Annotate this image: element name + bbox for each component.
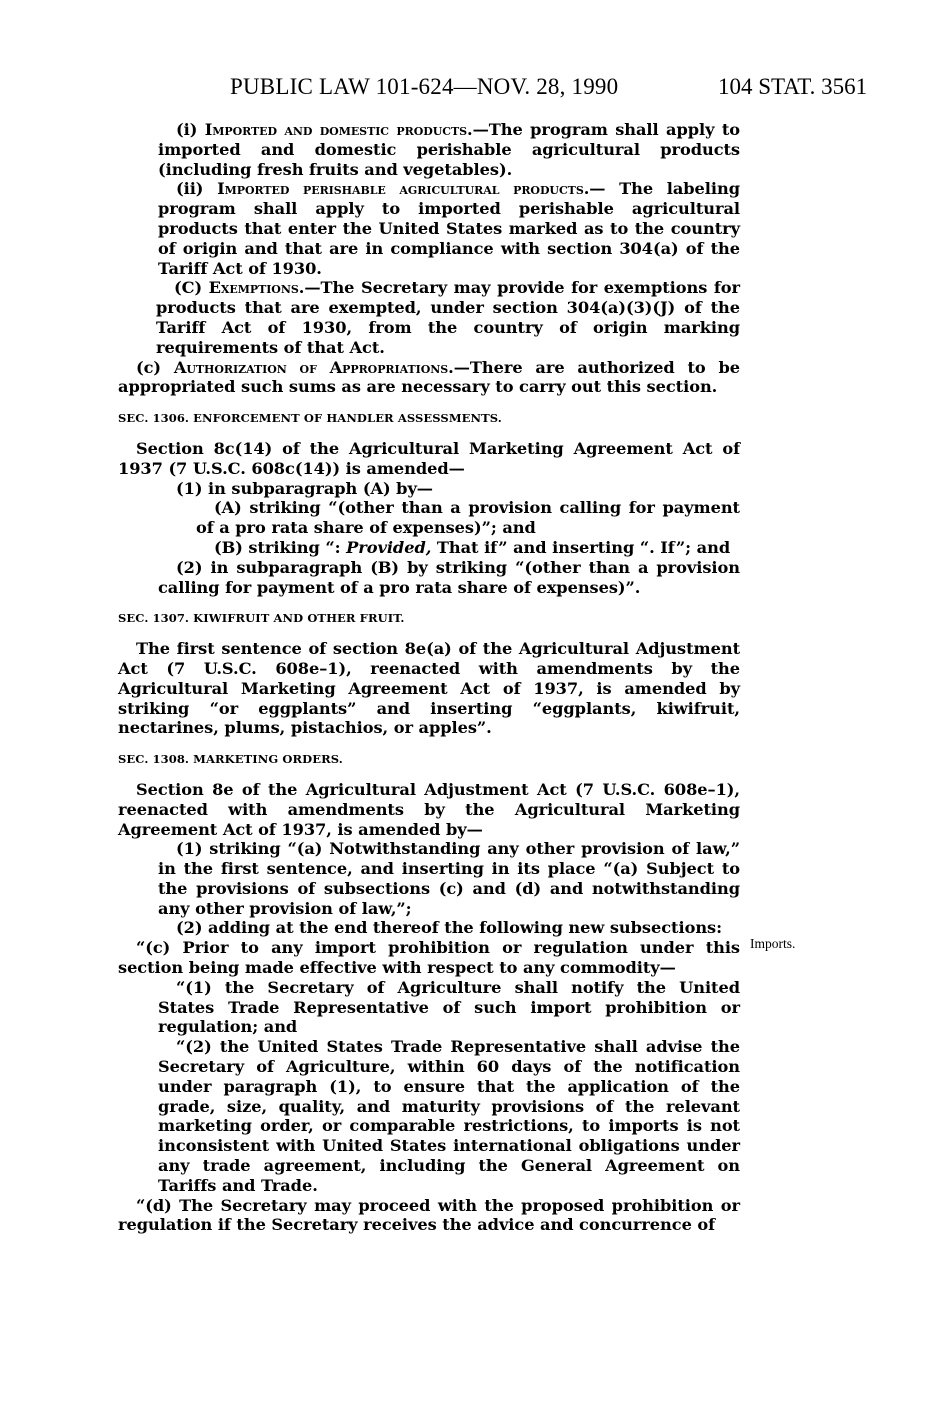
paragraph-imported-perishable: (ii) Imported perishable agricultural products.— The labeling program shall apply to imported perishable agricultural products that enter the United States marked as to the country of origin and that are in compliance with section 304(a) of the Tariff Act of 1930. xyxy=(158,179,740,278)
section-1308-subsection-d: “(d) The Secretary may proceed with the proposed prohibition or regulation if the Secretary receives the advice and concurrence of xyxy=(118,1195,740,1235)
document-body xyxy=(118,120,740,1235)
section-1307-body: The first sentence of section 8e(a) of the Agricultural Adjustment Act (7 U.S.C. 608e–1), reenacted with amendments by the Agricultural Marketing Agreement Act of 1937, is amended by striking “or eggplants” and inserting “eggplants, kiwifruit, nectarines, plums, pistachios, or apples”. xyxy=(118,639,740,738)
section-1308-item-1: (1) striking “(a) Notwithstanding any other provision of law,” in the first sentence, and inserting in its place “(a) Subject to the provisions of subsections (c) and (d) and notwithstanding any other provision of law,”; xyxy=(158,839,740,918)
section-heading-1306: SEC. 1306. ENFORCEMENT OF HANDLER ASSESSMENTS. xyxy=(118,411,502,426)
paragraph-imported-domestic: (i) Imported and domestic products.—The program shall apply to imported and domestic perishable agricultural products (including fresh fruits and vegetables). xyxy=(158,120,740,179)
section-1306-item-1: (1) in subparagraph (A) by— xyxy=(176,478,433,498)
paragraph-heading: Authorization of Appropriations. xyxy=(173,357,454,377)
section-1306-item-B: (B) striking “: Provided, That if” and inserting “. If”; and xyxy=(214,537,731,557)
section-1308-item-2: (2) adding at the end thereof the following new subsections: xyxy=(176,918,723,938)
page-header-title: PUBLIC LAW 101-624—NOV. 28, 1990 xyxy=(230,74,619,99)
section-1306-item-A: (A) striking “(other than a provision calling for payment of a pro rata share of expenses)”; and xyxy=(196,498,740,538)
section-1308-c-2: “(2) the United States Trade Representative shall advise the Secretary of Agriculture, within 60 days of the notification under paragraph (1), to ensure that the application of the grade, size, quality, and maturity provisions of the relevant marketing order, or comparable restrictions, to imports is not inconsistent with United States international obligations under any trade agreement, including the General Agreement on Tariffs and Trade. xyxy=(158,1037,740,1195)
paragraph-heading: Imported perishable agricultural products. xyxy=(217,179,590,199)
section-1308-subsection-c: “(c) Prior to any import prohibition or regulation under this section being made effective with respect to any commodity— xyxy=(118,938,740,978)
section-1308-intro: Section 8e of the Agricultural Adjustment Act (7 U.S.C. 608e–1), reenacted with amendments by the Agricultural Marketing Agreement Act of 1937, is amended by— xyxy=(118,779,740,839)
paragraph-exemptions: (C) Exemptions.—The Secretary may provide for exemptions for products that are exempted, under section 304(a)(3)(J) of the Tariff Act of 1930, from the country of origin marking requirements of that Act. xyxy=(156,278,740,357)
section-1306-intro: Section 8c(14) of the Agricultural Marketing Agreement Act of 1937 (7 U.S.C. 608c(14)) is amended— xyxy=(118,438,740,478)
margin-note-imports: Imports. xyxy=(750,936,796,951)
page-header-stat: 104 STAT. 3561 xyxy=(718,74,868,99)
section-heading-1307: SEC. 1307. KIWIFRUIT AND OTHER FRUIT. xyxy=(118,611,405,626)
paragraph-heading: Imported and domestic products. xyxy=(204,120,473,139)
section-1306-item-2: (2) in subparagraph (B) by striking “(other than a provision calling for payment of a pro rata share of expenses)”. xyxy=(158,557,740,597)
paragraph-authorization: (c) Authorization of Appropriations.—There are authorized to be appropriated such sums as are necessary to carry out this section. xyxy=(118,357,740,397)
paragraph-heading: Exemptions. xyxy=(208,278,305,298)
section-1308-c-1: “(1) the Secretary of Agriculture shall notify the United States Trade Representative of such import prohibition or regulation; and xyxy=(158,977,740,1037)
section-heading-1308: SEC. 1308. MARKETING ORDERS. xyxy=(118,752,343,767)
